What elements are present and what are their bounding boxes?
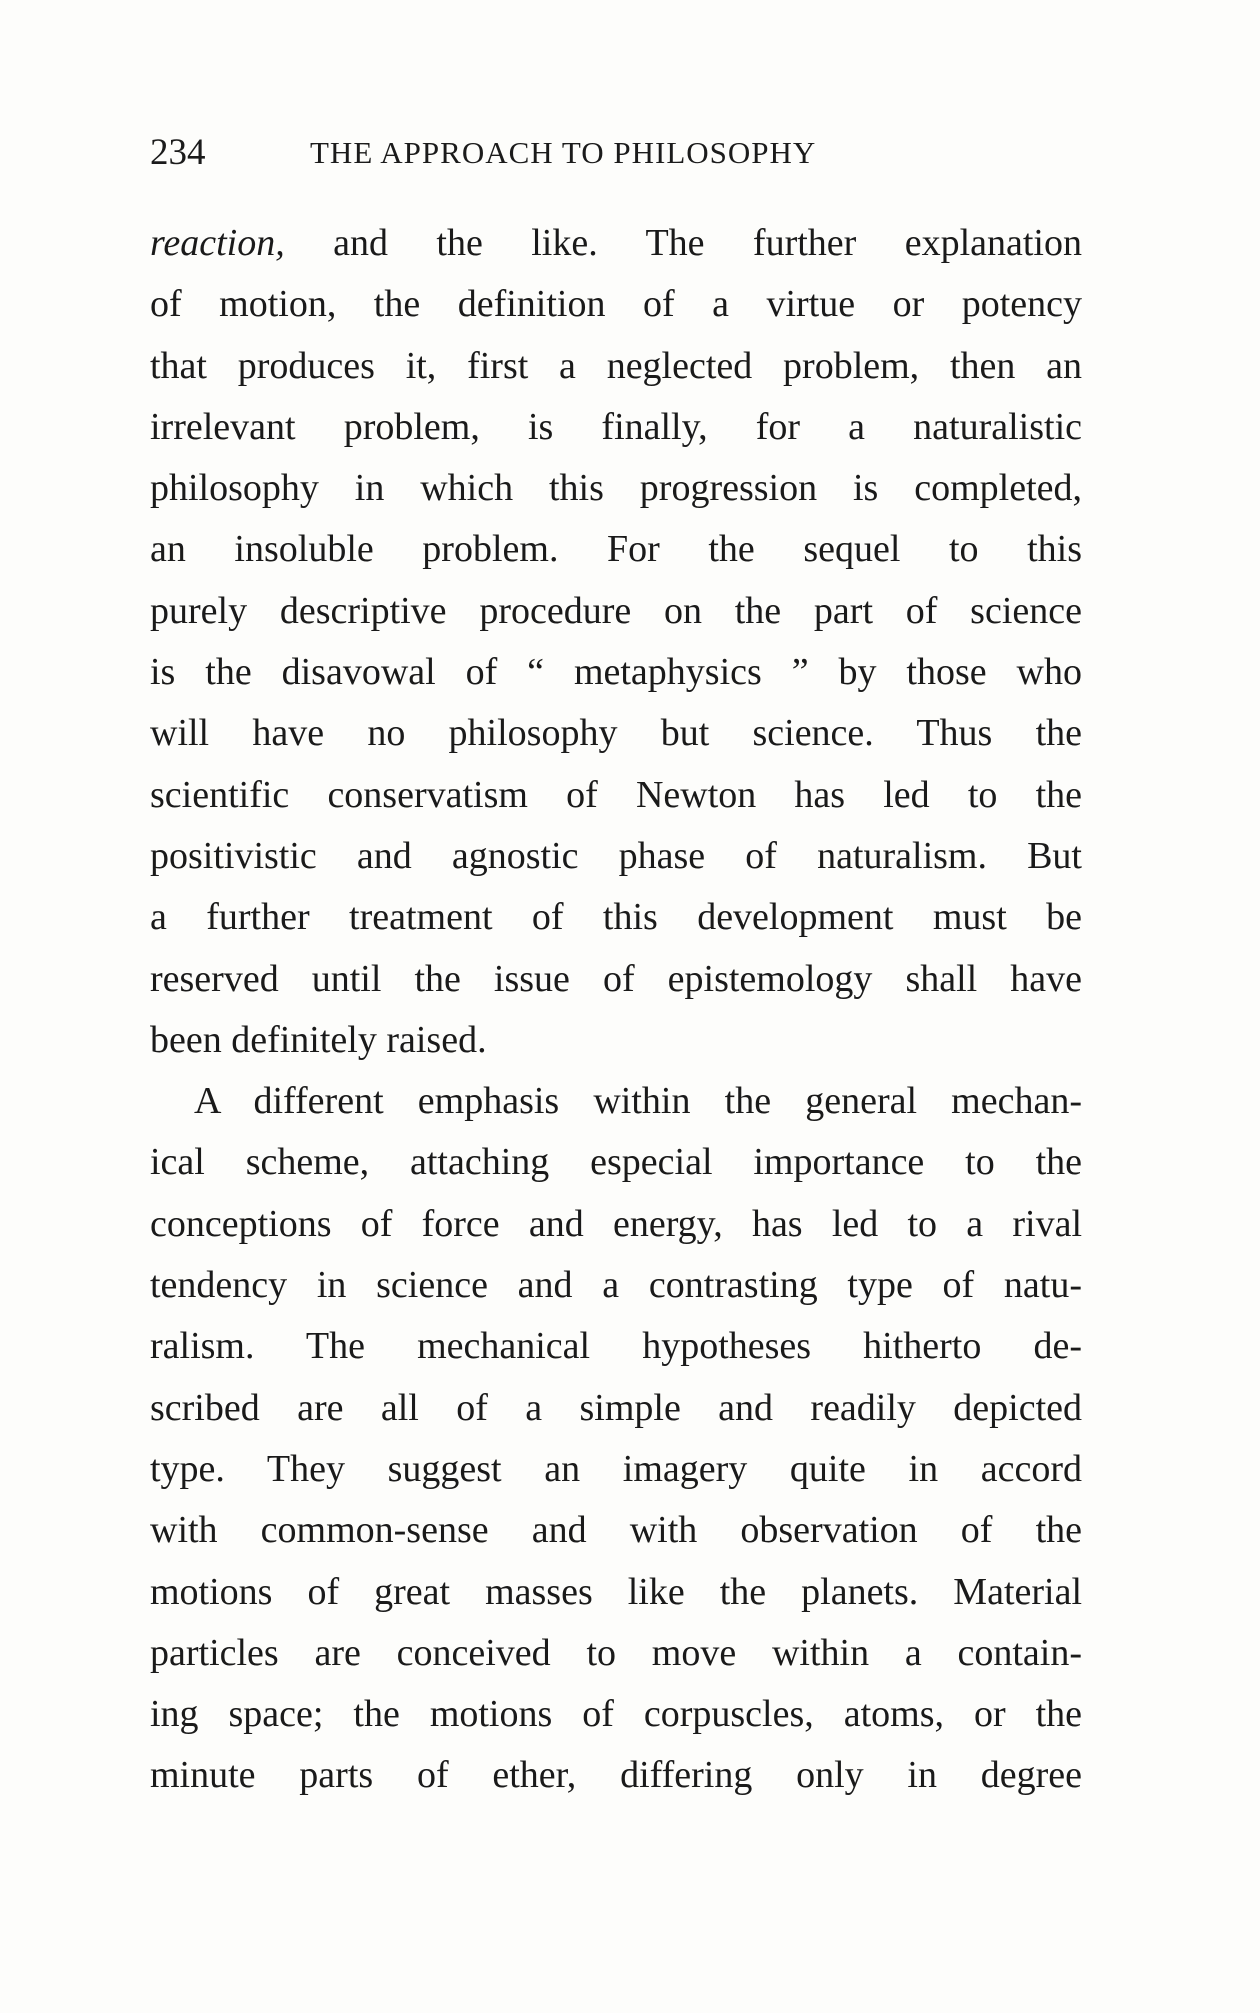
text-line: tendency in science and a contrasting type of natu- [150, 1264, 1082, 1307]
text-line: irrelevant problem, is finally, for a naturalistic [150, 405, 1082, 448]
paragraph-2 [150, 1071, 1082, 1807]
text-line: purely descriptive procedure on the part of science [150, 589, 1082, 632]
text-line: conceptions of force and energy, has led to a rival [150, 1202, 1082, 1245]
text-line: A different emphasis within the general mechan- [194, 1080, 1082, 1123]
text-line: been definitely raised. [150, 1018, 487, 1061]
italic-word: reaction, [150, 222, 285, 264]
text-line: philosophy in which this progression is completed, [150, 467, 1082, 510]
text-line: particles are conceived to move within a contain- [150, 1631, 1082, 1674]
text-line: that produces it, first a neglected problem, then an [150, 344, 1082, 387]
text-line: type. They suggest an imagery quite in accord [150, 1447, 1082, 1490]
text-line: motions of great masses like the planets. Material [150, 1570, 1082, 1613]
running-title: THE APPROACH TO PHILOSOPHY [310, 135, 817, 170]
text-line: with common-sense and with observation of the [150, 1509, 1082, 1552]
page-number: 234 [150, 132, 206, 173]
text-line: will have no philosophy but science. Thus the [150, 712, 1082, 755]
text-line: an insoluble problem. For the sequel to this [150, 528, 1082, 571]
text-line: ical scheme, attaching especial importance to the [150, 1141, 1082, 1184]
text-line: scientific conservatism of Newton has led to the [150, 773, 1082, 816]
body-text [150, 213, 1082, 1807]
text-line: ralism. The mechanical hypotheses hitherto de- [150, 1325, 1082, 1368]
text-line: positivistic and agnostic phase of naturalism. But [150, 834, 1082, 877]
paragraph-1 [150, 213, 1082, 1071]
text-line: a further treatment of this development must be [150, 896, 1082, 939]
text-line: reserved until the issue of epistemology shall have [150, 957, 1082, 1000]
text-line: ing space; the motions of corpuscles, atoms, or the [150, 1693, 1082, 1736]
text-line: scribed are all of a simple and readily depicted [150, 1386, 1082, 1429]
text-line: of motion, the definition of a virtue or potency [150, 283, 1082, 326]
text-line: minute parts of ether, differing only in degree [150, 1754, 1082, 1797]
text-line [150, 213, 1082, 274]
text-line: is the disavowal of “ metaphysics ” by those who [150, 651, 1082, 694]
running-head [150, 128, 1110, 178]
line-text: and the like. The further explanation [284, 222, 1082, 264]
